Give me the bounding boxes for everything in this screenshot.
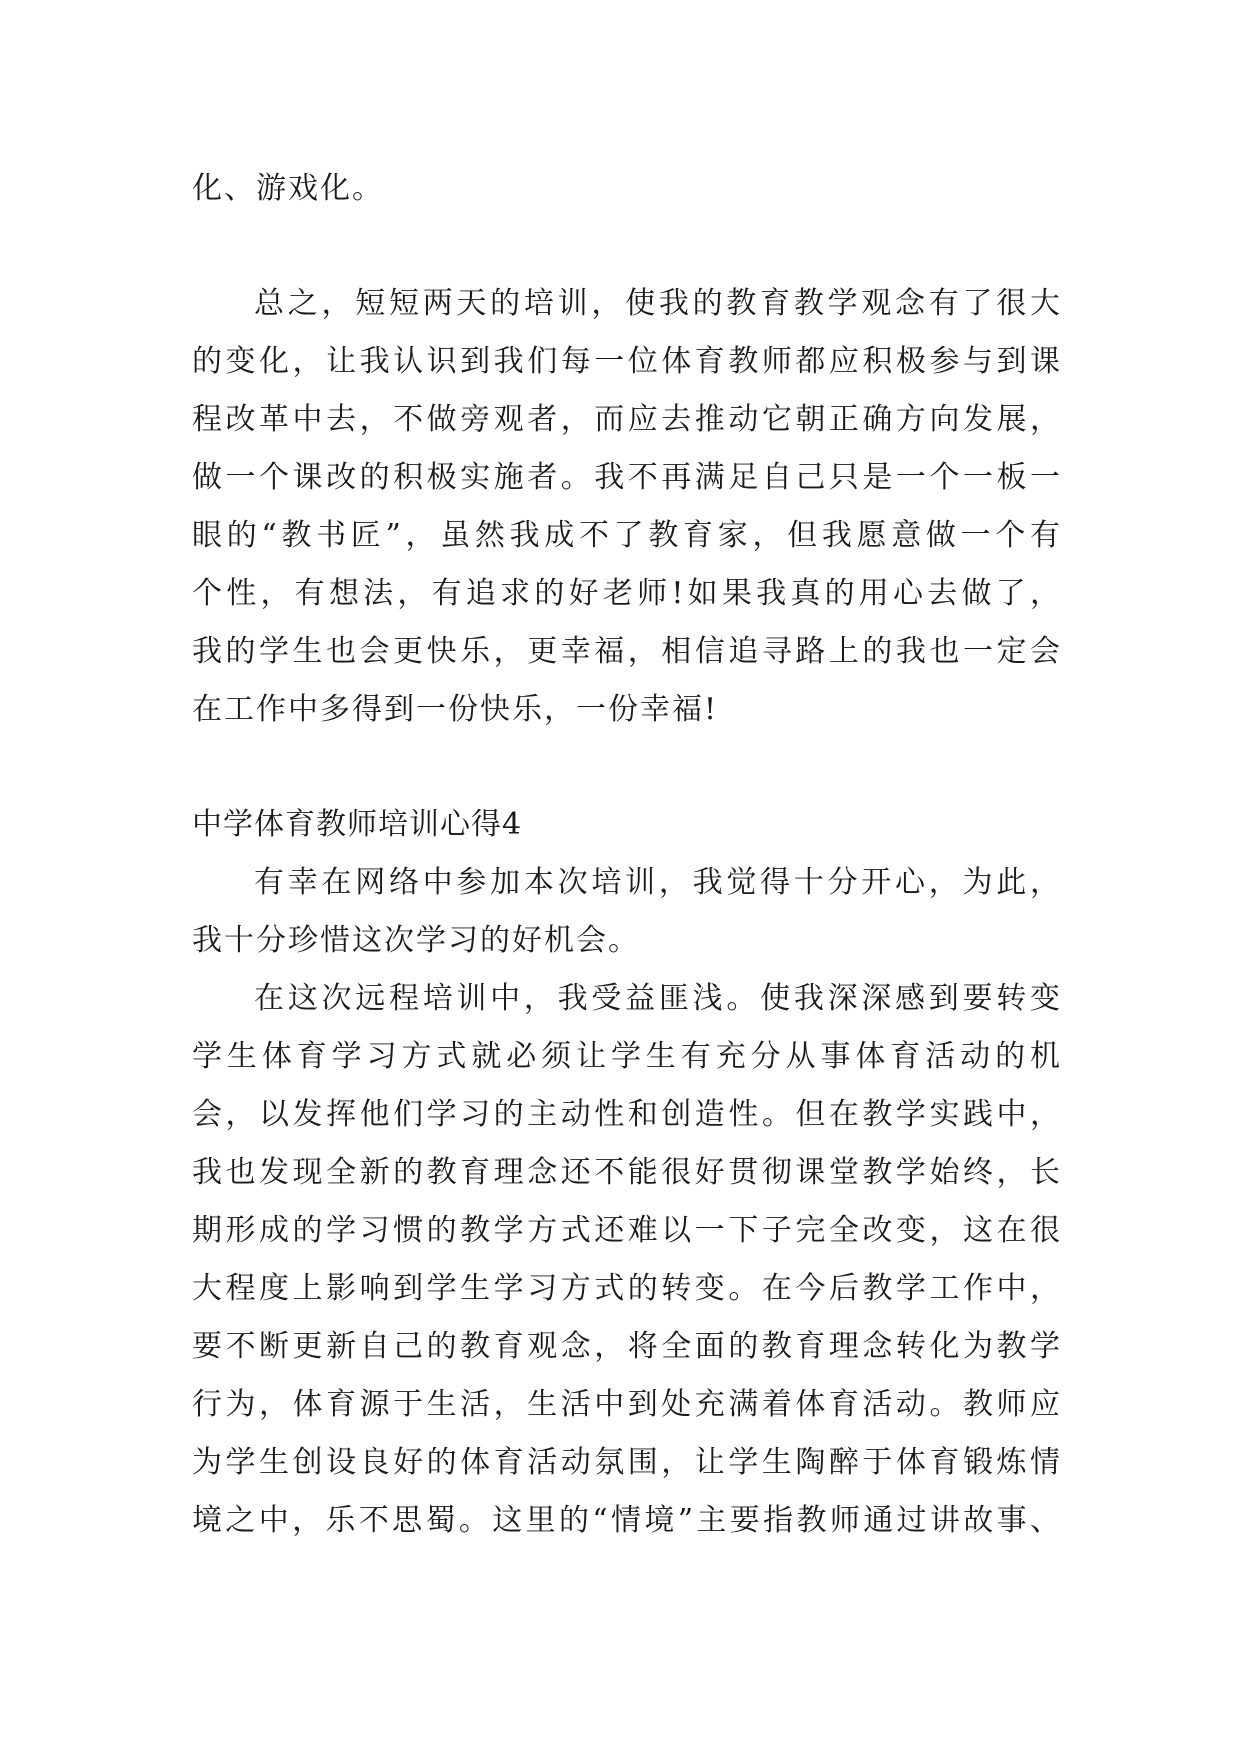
- text-line: 行为，体育源于生活，生活中到处充满着体育活动。教师应: [192, 1387, 1062, 1422]
- paragraph-gap: [192, 218, 1062, 275]
- text-line: 我十分珍惜这次学习的好机会。: [192, 923, 640, 958]
- text-line: 个性，有想法，有追求的好老师!如果我真的用心去做了，: [192, 576, 1062, 611]
- text-line: 眼的“教书匠”，虽然我成不了教育家，但我愿意做一个有: [192, 518, 1062, 553]
- section-heading: 中学体育教师培训心得4: [192, 807, 523, 842]
- paragraph-summary: [192, 275, 1062, 739]
- text-line: 的变化，让我认识到我们每一位体育教师都应积极参与到课: [192, 344, 1062, 379]
- text-line: 化、游戏化。: [192, 171, 384, 206]
- text-line: 为学生创设良好的体育活动氛围，让学生陶醉于体育锻炼情: [192, 1445, 1062, 1480]
- text-line: 境之中，乐不思蜀。这里的“情境”主要指教师通过讲故事、: [192, 1503, 1062, 1538]
- text-line: 程改革中去，不做旁观者，而应去推动它朝正确方向发展，: [192, 402, 1062, 437]
- text-line: 总之，短短两天的培训，使我的教育教学观念有了很大: [254, 286, 1062, 321]
- paragraph-gap: [192, 739, 1062, 796]
- text-line: 要不断更新自己的教育观念，将全面的教育理念转化为教学: [192, 1329, 1062, 1364]
- text-line: 期形成的学习惯的教学方式还难以一下子完全改变，这在很: [192, 1213, 1062, 1248]
- text-line: 在工作中多得到一份快乐，一份幸福!: [192, 692, 719, 727]
- document-body: [192, 160, 1062, 1550]
- text-line: 大程度上影响到学生学习方式的转变。在今后教学工作中，: [192, 1271, 1062, 1306]
- paragraph-intro: [192, 854, 1062, 970]
- text-line: 我也发现全新的教育理念还不能很好贯彻课堂教学始终，长: [192, 1155, 1062, 1190]
- paragraph-reflection: [192, 970, 1062, 1550]
- text-line: 有幸在网络中参加本次培训，我觉得十分开心，为此，: [254, 865, 1062, 900]
- text-line: 我的学生也会更快乐，更幸福，相信追寻路上的我也一定会: [192, 634, 1062, 669]
- text-line: 学生体育学习方式就必须让学生有充分从事体育活动的机: [192, 1039, 1062, 1074]
- text-line: 会，以发挥他们学习的主动性和创造性。但在教学实践中，: [192, 1097, 1062, 1132]
- text-line: 在这次远程培训中，我受益匪浅。使我深深感到要转变: [254, 981, 1062, 1016]
- text-line: 做一个课改的积极实施者。我不再满足自己只是一个一板一: [192, 460, 1062, 495]
